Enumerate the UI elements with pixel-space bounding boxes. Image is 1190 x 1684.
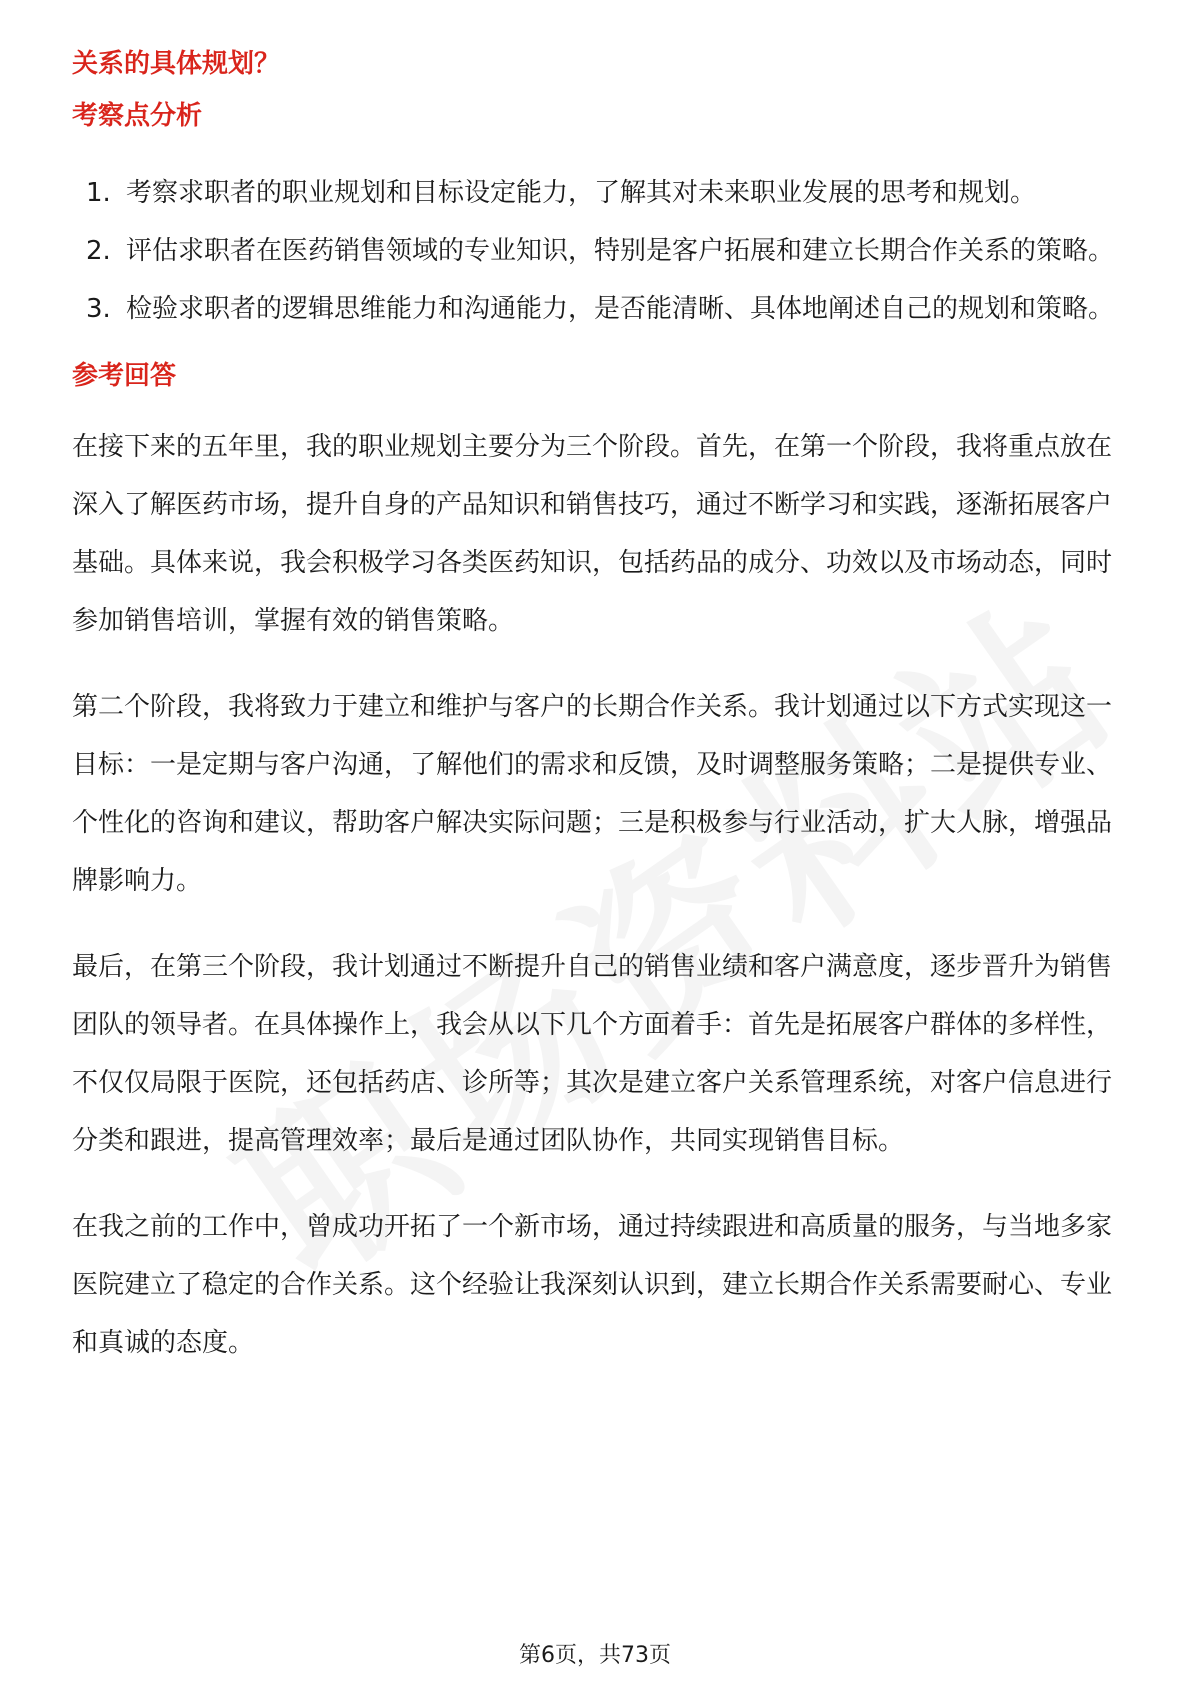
answer-paragraph-4: 在我之前的工作中，曾成功开拓了一个新市场，通过持续跟进和高质量的服务，与当地多家医院建立了稳定的合作关系。这个经验让我深刻认识到，建立长期合作关系需要耐心、专业和真诚的态度。 [72, 1212, 1113, 1358]
document-page [72, 44, 1118, 1372]
list-number: 3. [86, 294, 111, 324]
answer-paragraph-3: 最后，在第三个阶段，我计划通过不断提升自己的销售业绩和客户满意度，逐步晋升为销售团队的领导者。在具体操作上，我会从以下几个方面着手：首先是拓展客户群体的多样性，不仅仅局限于医院，还包括药店、诊所等；其次是建立客户关系管理系统，对客户信息进行分类和跟进，提高管理效率；最后是通过团队协作，共同实现销售目标。 [72, 952, 1113, 1156]
answer-heading: 参考回答 [72, 361, 177, 391]
analysis-heading: 考察点分析 [72, 101, 203, 131]
answer-paragraph-1: 在接下来的五年里，我的职业规划主要分为三个阶段。首先，在第一个阶段，我将重点放在深入了解医药市场，提升自身的产品知识和销售技巧，通过不断学习和实践，逐渐拓展客户基础。具体来说，我会积极学习各类医药知识，包括药品的成分、功效以及市场动态，同时参加销售培训，掌握有效的销售策略。 [72, 432, 1113, 636]
list-item [72, 222, 1118, 280]
page-number-footer: 第6页，共73页 [519, 1643, 671, 1668]
answer-paragraph-2: 第二个阶段，我将致力于建立和维护与客户的长期合作关系。我计划通过以下方式实现这一目标：一是定期与客户沟通，了解他们的需求和反馈，及时调整服务策略；二是提供专业、个性化的咨询和建议，帮助客户解决实际问题；三是积极参与行业活动，扩大人脉，增强品牌影响力。 [72, 692, 1113, 896]
list-item-text: 考察求职者的职业规划和目标设定能力，了解其对未来职业发展的思考和规划。 [126, 178, 1037, 208]
list-item [72, 280, 1118, 338]
list-number: 1. [86, 178, 111, 208]
list-item-text: 评估求职者在医药销售领域的专业知识，特别是客户拓展和建立长期合作关系的策略。 [126, 236, 1115, 266]
list-number: 2. [86, 236, 111, 266]
continued-question-heading: 关系的具体规划？ [72, 49, 281, 79]
list-item [72, 164, 1118, 222]
list-item-text: 检验求职者的逻辑思维能力和沟通能力，是否能清晰、具体地阐述自己的规划和策略。 [126, 294, 1115, 324]
analysis-points-list [72, 164, 1118, 338]
